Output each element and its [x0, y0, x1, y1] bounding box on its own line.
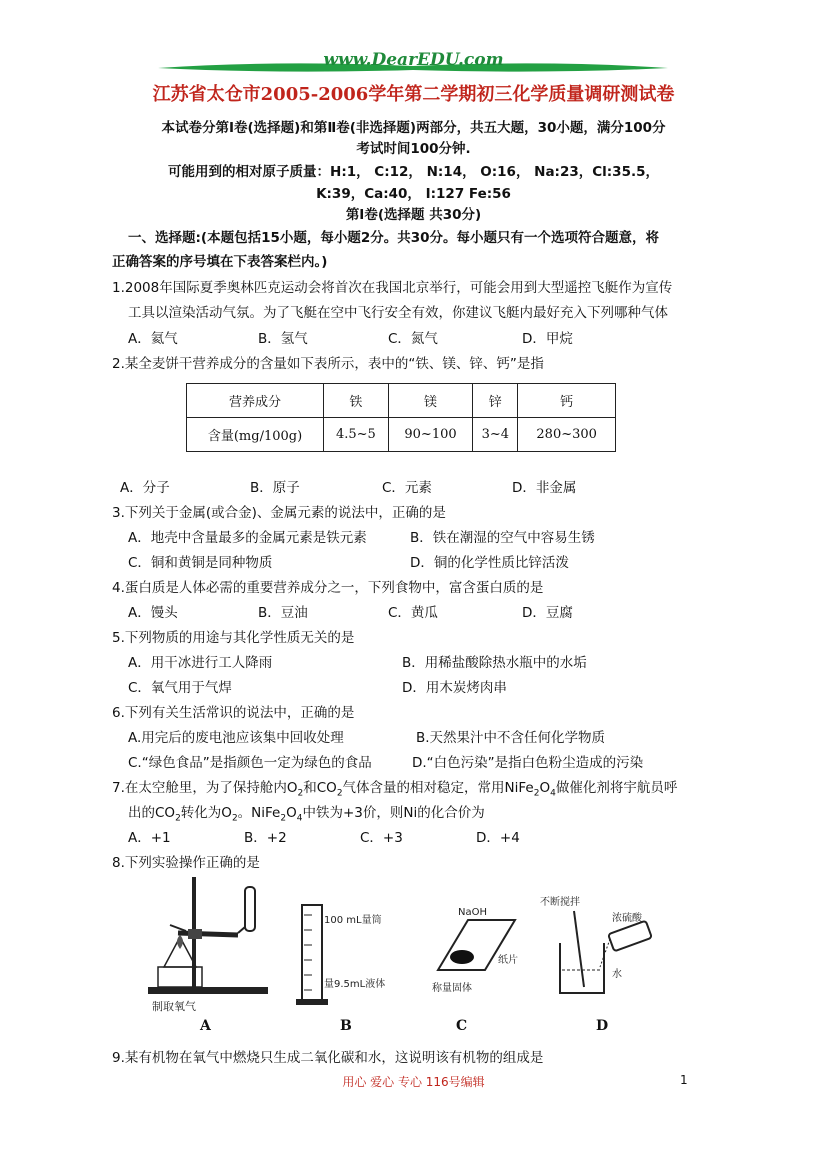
table-cell: 营养成分 [187, 384, 324, 418]
fig-b-label-1: 100 mL量筒 [324, 915, 382, 926]
q7-stem-line-2: 出的$CO_2$转化为$O_2$。$NiFe_2O_4$中铁为+3价，则Ni的化合价为 [128, 805, 485, 824]
table-cell: 3~4 [473, 418, 518, 452]
page-number: 1 [680, 1073, 688, 1087]
q1-option-c: C．氮气 [388, 331, 438, 347]
table-header-row [187, 384, 616, 418]
fig-a-oxygen-apparatus [140, 875, 280, 1015]
q3-option-a: A．地壳中含量最多的金属元素是铁元素 [128, 530, 367, 546]
nutrition-table [186, 383, 616, 452]
fig-b-cylinder [290, 875, 400, 1015]
q1-stem-line-2: 工具以渲染活动气氛。为了飞艇在空中飞行安全有效，你建议飞艇内最好充入下列哪种气体 [128, 305, 668, 321]
q5-option-b: B．用稀盐酸除热水瓶中的水垢 [402, 655, 587, 671]
q7-option-d: D．+4 [476, 830, 520, 846]
q3-option-b: B．铁在潮湿的空气中容易生锈 [410, 530, 595, 546]
fig-d-label-2: 浓硫酸 [612, 913, 642, 924]
exam-title: 江苏省太仓市2005-2006学年第二学期初三化学质量调研测试卷 [152, 84, 675, 105]
q2-option-a: A．分子 [120, 480, 170, 496]
fig-d-label-3: 水 [612, 969, 622, 980]
q5-option-d: D．用木炭烤肉串 [402, 680, 507, 696]
table-cell: 镁 [388, 384, 472, 418]
q7-stem-line-1: 7.在太空舱里，为了保持舱内$O_2$和$CO_2$气体含量的相对稳定，常用$NiFe_2O_4$做催化剂将宇航员呼 [112, 780, 678, 799]
intro-line-1: 本试卷分第Ⅰ卷(选择题)和第Ⅱ卷(非选择题)两部分，共五大题，30小题，满分100分 [161, 120, 666, 136]
fig-d-label-1: 不断搅拌 [540, 897, 580, 908]
table-row [187, 418, 616, 452]
q9-stem: 9.某有机物在氧气中燃烧只生成二氧化碳和水，这说明该有机物的组成是 [112, 1050, 544, 1066]
table-cell: 钙 [518, 384, 616, 418]
q2-option-c: C．元素 [382, 480, 432, 496]
fig-c-weighing [420, 875, 530, 1015]
fig-label-b: B [340, 1018, 352, 1034]
q4-option-d: D．豆腐 [522, 605, 573, 621]
fig-label-a: A [200, 1018, 211, 1034]
q4-option-b: B．豆油 [258, 605, 308, 621]
q6-option-c: C.“绿色食品”是指颜色一定为绿色的食品 [128, 755, 372, 771]
q1-stem-line-1: 1.2008年国际夏季奥林匹克运动会将首次在我国北京举行，可能会用到大型遥控飞艇作为宣传 [112, 280, 673, 296]
q2-stem: 2.某全麦饼干营养成分的含量如下表所示，表中的“铁、镁、锌、钙”是指 [112, 356, 544, 372]
q7-option-a: A．+1 [128, 830, 171, 846]
q1-option-b: B．氢气 [258, 331, 308, 347]
q3-stem: 3.下列关于金属(或合金)、金属元素的说法中，正确的是 [112, 505, 446, 521]
q6-stem: 6.下列有关生活常识的说法中，正确的是 [112, 705, 355, 721]
q6-option-a: A.用完后的废电池应该集中回收处理 [128, 730, 344, 746]
q3-option-c: C．铜和黄铜是同种物质 [128, 555, 273, 571]
fig-d-dilution [540, 875, 670, 1015]
fig-label-c: C [456, 1018, 468, 1034]
q2-option-d: D．非金属 [512, 480, 577, 496]
q7-option-c: C．+3 [360, 830, 403, 846]
footer-text: 用心 爱心 专心 116号编辑 [342, 1075, 485, 1089]
fig-a-caption: 制取氧气 [152, 1000, 196, 1013]
q2-option-b: B．原子 [250, 480, 300, 496]
q1-option-a: A．氦气 [128, 331, 178, 347]
instructions-line-2: 正确答案的序号填在下表答案栏内。) [112, 254, 328, 270]
intro-line-2: 考试时间100分钟. [356, 141, 471, 157]
table-cell: 280~300 [518, 418, 616, 452]
q3-option-d: D．铜的化学性质比锌活泼 [410, 555, 569, 571]
q1-option-d: D．甲烷 [522, 331, 573, 347]
table-cell: 锌 [473, 384, 518, 418]
atomic-mass-line-1: 可能用到的相对原子质量：H:1， C:12， N:14， O:16， Na:23，Cl:35.5， [168, 164, 659, 180]
table-cell: 4.5~5 [324, 418, 389, 452]
q6-option-d: D.“白色污染”是指白色粉尘造成的污染 [412, 755, 644, 771]
q6-option-b: B.天然果汁中不含任何化学物质 [416, 730, 606, 746]
table-cell: 90~100 [388, 418, 472, 452]
fig-b-label-2: 量9.5mL液体 [324, 979, 386, 990]
fig-label-d: D [596, 1018, 609, 1034]
q7-option-b: B．+2 [244, 830, 287, 846]
instructions-line-1: 一、选择题:(本题包括15小题，每小题2分。共30分。每小题只有一个选项符合题意，将 [128, 230, 660, 246]
fig-c-label-2: 纸片 [498, 955, 518, 966]
table-cell: 含量(mg/100g) [187, 418, 324, 452]
fig-c-label-1: NaOH [458, 907, 487, 918]
q5-option-a: A．用干冰进行工人降雨 [128, 655, 273, 671]
q4-option-c: C．黄瓜 [388, 605, 438, 621]
q5-option-c: C．氧气用于气焊 [128, 680, 232, 696]
fig-c-label-3: 称量固体 [432, 983, 472, 994]
site-url[interactable]: www.DearEDU.com [323, 50, 504, 70]
q5-stem: 5.下列物质的用途与其化学性质无关的是 [112, 630, 355, 646]
q8-stem: 8.下列实验操作正确的是 [112, 855, 260, 871]
section-heading: 第Ⅰ卷(选择题 共30分) [345, 207, 482, 223]
q4-stem: 4.蛋白质是人体必需的重要营养成分之一，下列食物中，富含蛋白质的是 [112, 580, 544, 596]
table-cell: 铁 [324, 384, 389, 418]
atomic-mass-line-2: K:39，Ca:40， I:127 Fe:56 [316, 186, 511, 202]
q4-option-a: A．馒头 [128, 605, 178, 621]
